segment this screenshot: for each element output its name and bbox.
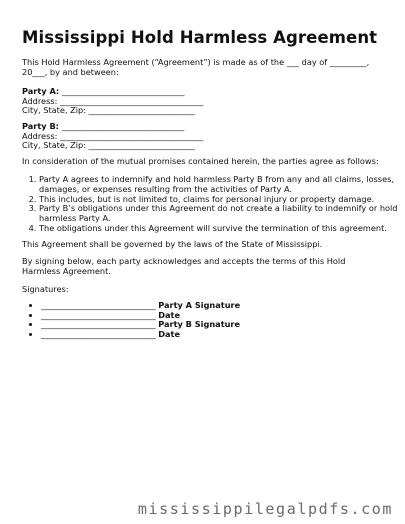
signature-line-item	[41, 330, 240, 340]
site-watermark: mississippilegalpdfs.com	[137, 500, 393, 518]
party-a-block	[22, 87, 203, 116]
party-b-address: Address: ___________________________________	[22, 130, 204, 141]
party-b-label: Party B:	[22, 121, 59, 131]
party-a-address: Address: ___________________________________	[22, 95, 204, 106]
intro-paragraph	[22, 58, 377, 78]
signature-label: Party B Signature	[158, 319, 241, 330]
signature-blank: ____________________________	[41, 328, 156, 339]
party-b-block	[22, 122, 203, 151]
party-a-label: Party A:	[22, 86, 60, 96]
clause-item: 1. Party A agrees to indemnify and hold harmless Party B from any and all claims, losses, damages, or expenses resulting from the activities of Party A.	[39, 175, 399, 195]
signature-label: Date	[158, 328, 181, 339]
signature-blank: ____________________________	[41, 309, 156, 320]
governing-law-paragraph: This Agreement shall be governed by the laws of the State of Mississippi.	[22, 239, 323, 249]
consideration-paragraph: In consideration of the mutual promises contained herein, the parties agree as follows:	[22, 156, 379, 166]
party-b-city-state-zip: City, State, Zip: __________________________	[22, 140, 196, 151]
party-b-name-blank: ______________________________	[61, 121, 185, 131]
document-title: Mississippi Hold Harmless Agreement	[22, 28, 378, 47]
signature-label: Party A Signature	[158, 300, 241, 310]
intro-line-1: This Hold Harmless Agreement (“Agreement”) is made as of the ___ day of _________,	[22, 57, 370, 67]
acknowledgement-paragraph: By signing below, each party acknowledges and accepts the terms of this Hold Harmless Agreement.	[22, 256, 346, 276]
clause-item: 4. The obligations under this Agreement will survive the termination of this agreement.	[39, 224, 399, 234]
clause-list	[22, 175, 399, 234]
party-a-city-state-zip: City, State, Zip: __________________________	[22, 105, 196, 116]
party-a-name-blank: ______________________________	[61, 86, 185, 96]
signature-blank: ____________________________	[41, 300, 156, 310]
signature-blank: ____________________________	[41, 319, 156, 330]
intro-line-2: 20___, by and between:	[22, 66, 119, 77]
signatures-label: Signatures:	[22, 284, 69, 294]
clause-item: 2. This includes, but is not limited to, claims for personal injury or property damage.	[39, 195, 399, 205]
signature-label: Date	[158, 309, 181, 320]
clause-item: 3. Party B’s obligations under this Agreement do not create a liability to indemnify or hold harmless Party A.	[39, 204, 399, 224]
signature-list	[22, 301, 240, 339]
